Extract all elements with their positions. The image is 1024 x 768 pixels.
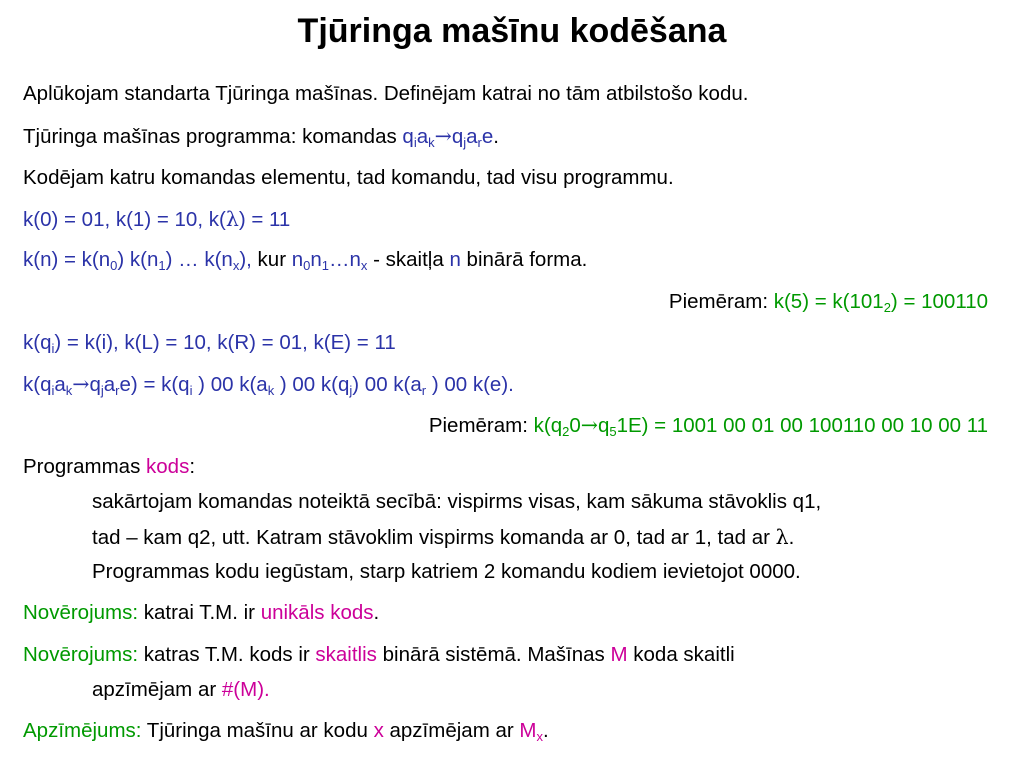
command-code-line: $k(q_ia_k\to q_ja_re) = k(q_i$ ) 00 $k(a_k$ ) 00 $k(q_j)$ 00 $k(a_r$ ) 00 k(e). (23, 372, 514, 398)
command-formula: $q_ia_k\to q_ja_re$ (402, 124, 494, 150)
arrow-icon: → (72, 372, 90, 396)
number-code-line: $k(n) = k(n_0)$ $k(n_1)$ … $k(n_x)$, kur $n_0n_1\dots n_x$ - skaitļa n binārā forma. (23, 248, 588, 273)
observation-2-cont: apzīmējam ar #(M). (92, 678, 270, 701)
encode-line: Kodējam katru komandas elementu, tad komandu, tad visu programmu. (23, 166, 674, 189)
arrow-icon: → (580, 413, 598, 437)
order-line-1: sakārtojam komandas noteiktā secībā: vispirms visas, kam sākuma stāvoklis q1, (92, 490, 822, 513)
example-line-2: Piemēram: $k(q_20\to q_51E) = 1001$ 00 01 00 100110 00 10 00 11 (428, 413, 988, 439)
order-line-3: Programmas kodu iegūstam, starp katriem 2 komandu kodiem ievietojot 0000. (92, 560, 801, 583)
arrow-icon: → (434, 124, 452, 148)
lambda-symbol: λ (225, 207, 239, 231)
page-title: Tjūringa mašīnu kodēšana (297, 12, 727, 50)
observation-2: Novērojums: katras T.M. kods ir skaitlis binārā sistēmā. Mašīnas M koda skaitli (23, 643, 735, 666)
intro-line: Aplūkojam standarta Tjūringa mašīnas. Definējam katrai no tām atbilstošo kodu. (23, 82, 749, 105)
example-line-1: Piemēram: $k(5) = k(101_2) = 100110$ (668, 290, 988, 315)
state-codes-line: $k(q_i) = k(i)$, k(L) = 10, k(R) = 01, k(E) = 11 (23, 331, 396, 356)
notation-line: Apzīmējums: Tjūringa mašīnu ar kodu x apzīmējam ar $M_x$. (23, 719, 549, 744)
symbol-codes-line: k(0) = 01, k(1) = 10, k(λ) = 11 (23, 207, 291, 231)
program-code-heading: Programmas kods: (23, 455, 196, 478)
lambda-symbol: λ (775, 525, 789, 549)
order-line-2: tad – kam q2, utt. Katram stāvoklim vispirms komanda ar 0, tad ar 1, tad ar λ. (92, 525, 795, 549)
program-line: Tjūringa mašīnas programma: komandas $q_ia_k\to q_ja_re$. (23, 124, 499, 150)
observation-1: Novērojums: katrai T.M. ir unikāls kods. (23, 601, 380, 624)
